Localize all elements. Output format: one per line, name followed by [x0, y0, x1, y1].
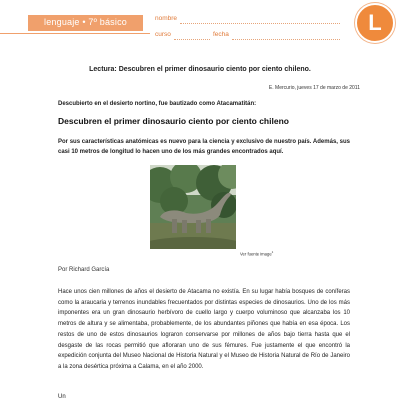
- date-field[interactable]: [232, 33, 340, 40]
- photo-credit[interactable]: Ver fuente image$^1$: [240, 250, 274, 257]
- subject-label: lenguaje • 7º básico: [44, 17, 127, 27]
- article-lead: Por sus características anatómicas es nuevo para la ciencia y exclusivo de nuestro país. Además, sus casi 10 metros de longitud lo hacen uno de los más grandes encontrados aquí.: [58, 139, 350, 155]
- reading-title: Lectura: Descubren el primer dinosaurio ciento por ciento chileno.: [89, 66, 311, 73]
- article-body-continuation: Un: [58, 394, 66, 400]
- name-field[interactable]: [180, 17, 340, 24]
- dateline: E. Mercurio, jueves 17 de marzo de 2011: [268, 85, 360, 91]
- header-rule: [0, 33, 150, 34]
- course-label: curso: [155, 31, 171, 38]
- name-label: nombre: [155, 15, 178, 22]
- date-label: fecha: [213, 31, 229, 38]
- article-headline: Descubren el primer dinosaurio ciento por ciento chileno: [58, 116, 289, 126]
- subject-badge: L: [355, 3, 395, 43]
- article-deck: Descubierto en el desierto nortino, fue bautizado como Atacamatitán:: [58, 101, 257, 107]
- article-body: Hace unos cien millones de años el desierto de Atacama no existía. En su lugar había bosques de coníferas como la araucaria y terrenos inundables frecuentados por distintas especies de dinosaurios. Uno de los más imponentes era un gran dinosaurio herbívoro de cuello largo y cuerpo voluminoso que alcanzaba los 10 metros de altura y se alimentaba, probablemente, de los abundantes piñones que había en esa época. Los restos de uno de estos dinosaurios lograron conservarse por millones de años bajo tierra hasta que el desgaste de las rocas permitió que afloraran uno de sus fémures. Fue justamente el que encontró la expedición conjunta del Museo Nacional de Historia Natural y el Museo de Historia Natural de Río de Janeiro a la zona desértica próxima a Calama, en el año 2000.: [58, 289, 350, 370]
- byline: Por Richard García: [58, 267, 110, 273]
- dinosaur-illustration: [150, 165, 236, 249]
- dinosaur-photo: [150, 165, 236, 249]
- course-field[interactable]: [174, 33, 210, 40]
